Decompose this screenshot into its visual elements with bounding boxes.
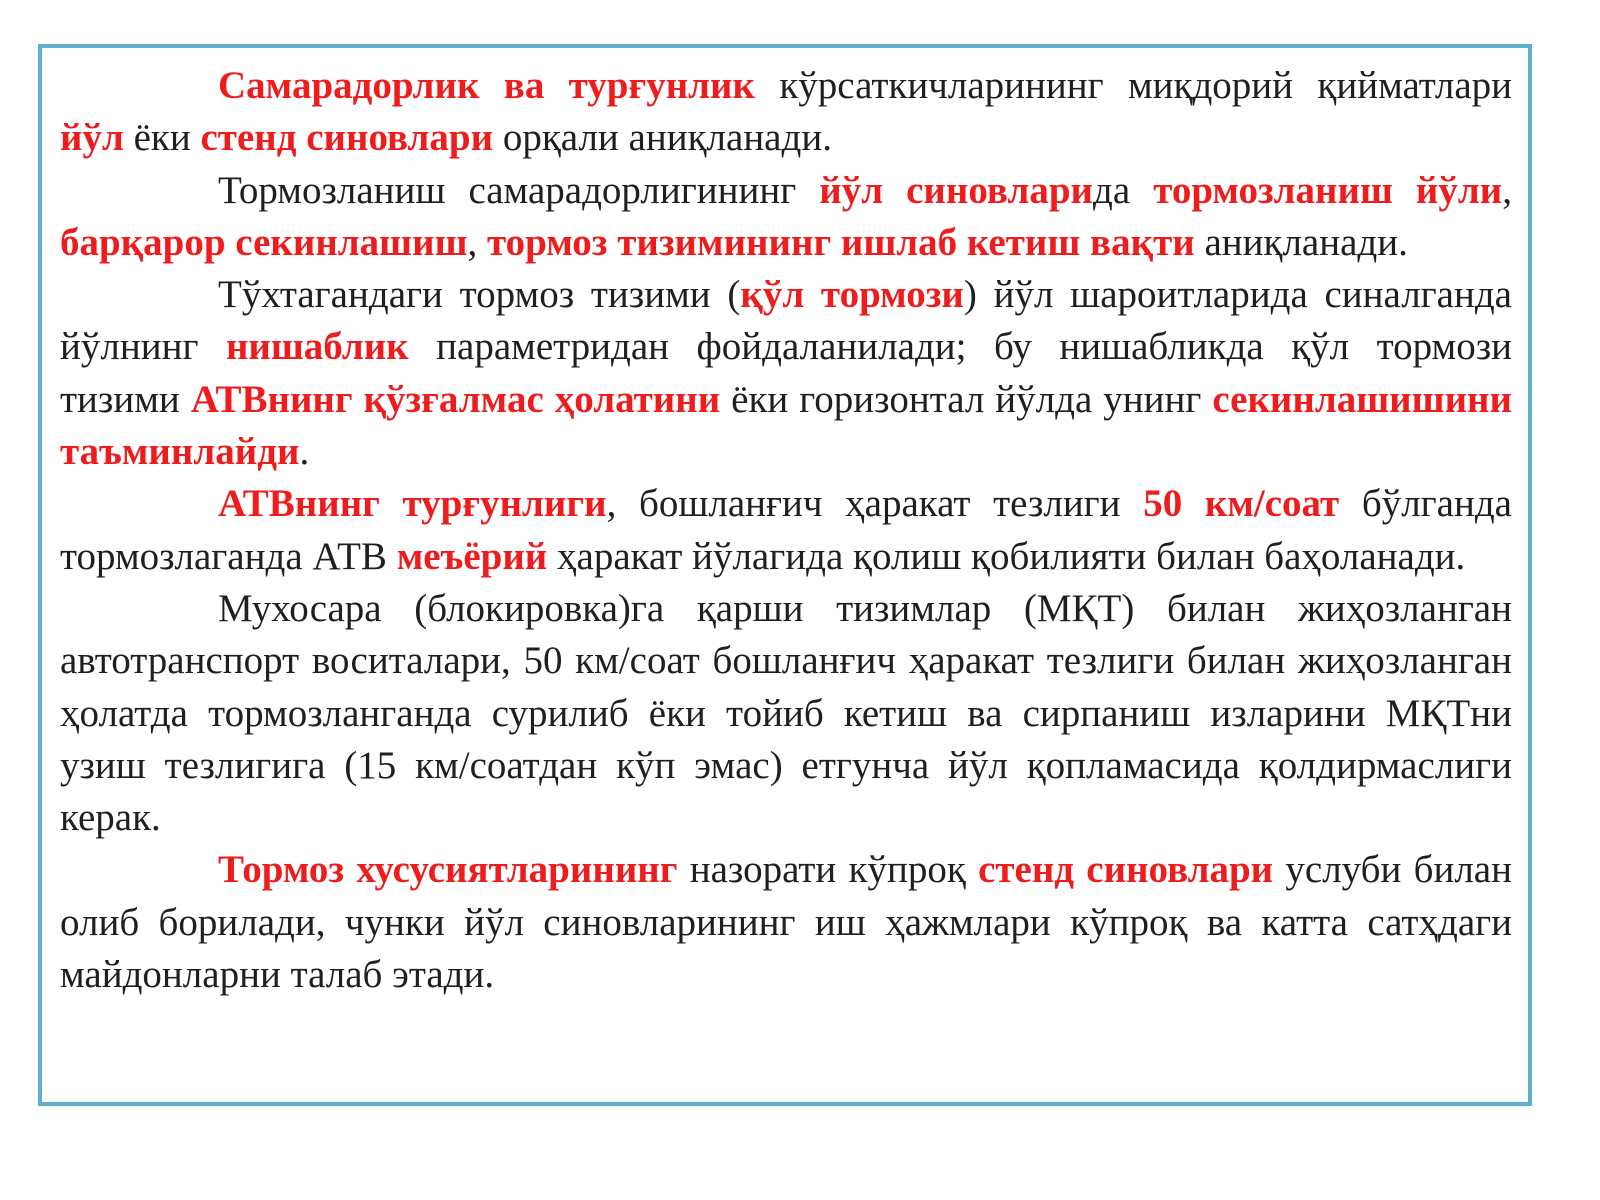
- slide-frame: [38, 44, 1532, 1106]
- body-text: , бошланғич ҳаракат тезлиги: [606, 482, 1144, 526]
- highlighted-text: АТВнинг турғунлиги: [218, 482, 607, 526]
- highlighted-text: Самарадорлик ва турғунлик: [218, 64, 756, 107]
- body-text: ёки: [123, 116, 201, 160]
- highlighted-text: Тормоз хусусиятларининг: [218, 848, 678, 892]
- highlighted-text: стенд синовлари: [978, 848, 1274, 892]
- body-text: услуби билан олиб борилади, чунки йўл синовларининг иш ҳажмлари кўпроқ ва катта сатҳдаги майдонларни талаб этади.: [60, 848, 1512, 997]
- body-text: ҳаракат йўлагида қолиш қобилияти билан баҳоланади.: [547, 534, 1466, 578]
- highlighted-text: тормозланиш йўли: [1153, 168, 1503, 212]
- document-body: [60, 60, 1512, 1001]
- body-text: кўрсаткичларининг миқдорий қийматлари: [755, 64, 1513, 107]
- body-text: ) йўл шароитларида синалганда йўлнинг: [60, 273, 1512, 369]
- highlighted-text: барқарор секинлашиш: [60, 220, 468, 264]
- body-text: Мухосара (блокировка)га қарши тизимлар (МҚТ) билан жиҳозланган автотранспорт воситалари, 50 км/соат бошланғич ҳаракат тезлиги билан жиҳозланган ҳолатда тормозланганда сурилиб ёки тойиб кетиш ва сирпаниш изларини МҚТни узиш тезлигига (15 км/соатдан кўп эмас) етгунча йўл қопламасида қолдирмаслиги керак.: [60, 586, 1512, 840]
- highlighted-text: йўл синовлари: [819, 168, 1093, 212]
- highlighted-text: АТВнинг қўзғалмас ҳолатини: [190, 377, 721, 421]
- body-text: ,: [1502, 168, 1512, 212]
- highlighted-text: тормоз тизимининг ишлаб кетиш вақти: [487, 220, 1195, 264]
- body-text: назорати кўпроқ: [677, 848, 979, 892]
- body-text: Тормозланиш самарадорлигининг: [218, 168, 820, 212]
- paragraph-vehicle-stability: [60, 478, 1512, 583]
- body-text: ёки горизонтал йўлда унинг: [720, 377, 1213, 421]
- highlighted-text: 50 км/соат: [1143, 482, 1340, 526]
- highlighted-text: меъёрий: [396, 534, 548, 578]
- highlighted-text: нишаблик: [225, 325, 409, 369]
- paragraph-braking-efficiency: [60, 165, 1512, 270]
- body-text: Тўхтагандаги тормоз тизими (: [218, 273, 741, 317]
- highlighted-text: стенд синовлари: [200, 116, 494, 160]
- paragraph-parking-brake: [60, 269, 1512, 478]
- paragraph-efficiency-stability: [60, 60, 1512, 165]
- highlighted-text: қўл тормози: [740, 273, 964, 317]
- paragraph-anti-lock-systems: [60, 583, 1512, 844]
- body-text: да: [1093, 168, 1154, 212]
- body-text: ,: [467, 220, 488, 264]
- highlighted-text: секинлашишини таъминлайди: [60, 377, 1512, 474]
- body-text: .: [299, 430, 310, 474]
- highlighted-text: йўл: [60, 116, 124, 160]
- body-text: орқали аниқланади.: [493, 116, 832, 160]
- paragraph-stand-tests: [60, 844, 1512, 1001]
- body-text: бўлганда тормозлаганда АТВ: [60, 482, 1512, 578]
- body-text: аниқланади.: [1194, 220, 1408, 264]
- body-text: параметридан фойдаланилади; бу нишабликда қўл тормози тизими: [60, 325, 1512, 421]
